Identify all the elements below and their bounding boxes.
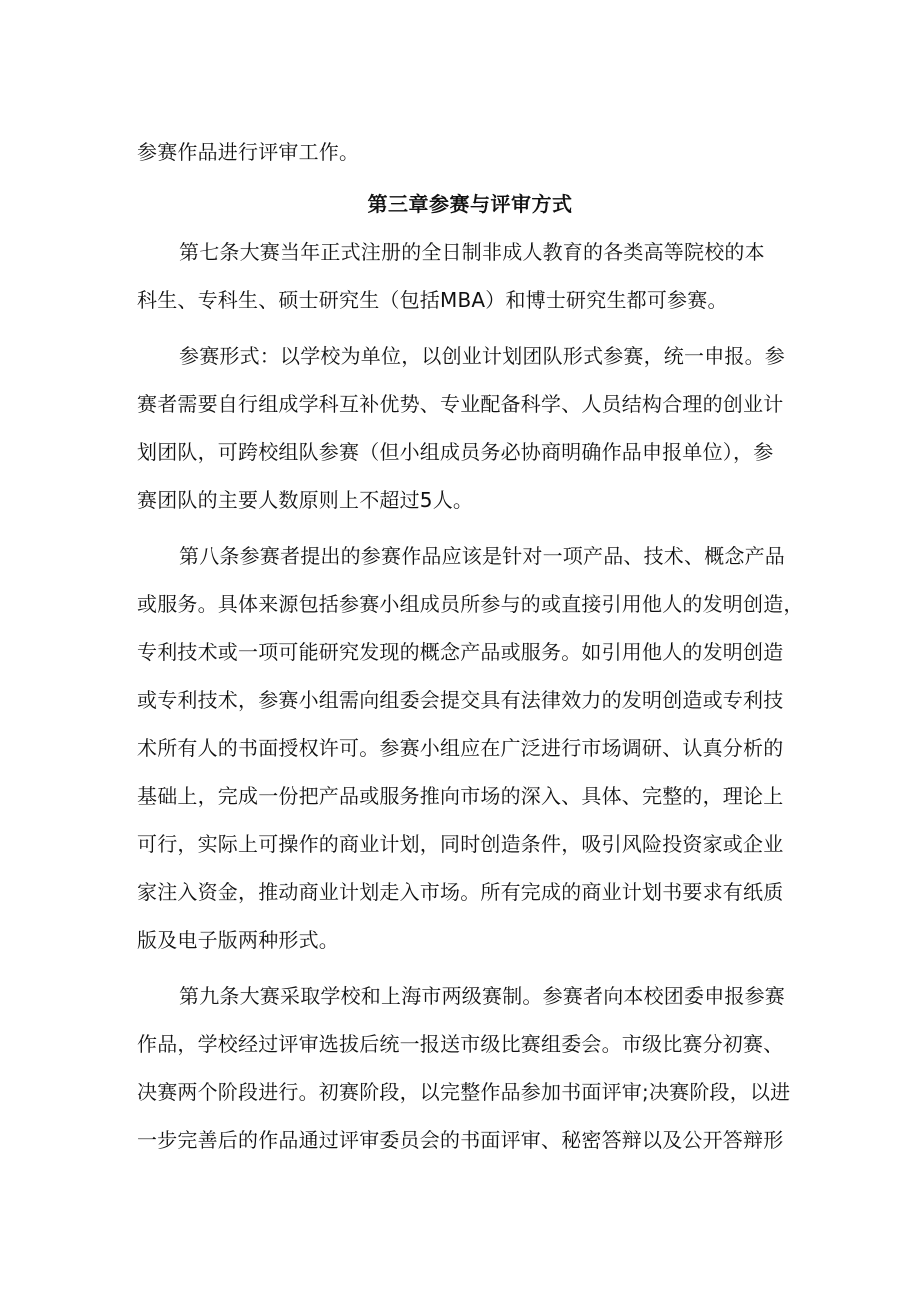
article-8-line-9: 版及电子版两种形式。	[137, 928, 339, 952]
article-9-line-1: 第九条大赛采取学校和上海市两级赛制。参赛者向本校团委申报参赛	[179, 984, 785, 1008]
article-8-line-1: 第八条参赛者提出的参赛作品应该是针对一项产品、技术、概念产品	[179, 544, 785, 568]
article-8-line-3: 专利技术或一项可能研究发现的概念产品或服务。如引用他人的发明创造	[137, 640, 784, 664]
document-body	[137, 128, 804, 1164]
paragraph-continuation-line: 参赛作品进行评审工作。	[137, 140, 360, 164]
participation-form-line-3: 划团队，可跨校组队参赛（但小组成员务必协商明确作品申报单位），参	[137, 440, 774, 464]
article-8-line-2: 或服务。具体来源包括参赛小组成员所参与的或直接引用他人的发明创造，	[137, 592, 804, 616]
participation-form-line-2: 赛者需要自行组成学科互补优势、专业配备科学、人员结构合理的创业计	[137, 392, 784, 416]
article-7-line-1: 第七条大赛当年正式注册的全日制非成人教育的各类高等院校的本	[179, 240, 765, 264]
chapter-heading: 第三章参赛与评审方式	[367, 192, 573, 216]
article-8-line-4: 或专利技术，参赛小组需向组委会提交具有法律效力的发明创造或专利技	[137, 688, 784, 712]
article-9-line-2: 作品，学校经过评审选拔后统一报送市级比赛组委会。市级比赛分初赛、	[137, 1032, 784, 1056]
article-9-line-4: 一步完善后的作品通过评审委员会的书面评审、秘密答辩以及公开答辩形	[137, 1128, 784, 1152]
article-7-line-2: 科生、专科生、硕士研究生（包括MBA）和博士研究生都可参赛。	[137, 288, 728, 312]
participation-form-line-1: 参赛形式：以学校为单位，以创业计划团队形式参赛，统一申报。参	[179, 344, 785, 368]
article-8-line-7: 可行，实际上可操作的商业计划，同时创造条件，吸引风险投资家或企业	[137, 832, 784, 856]
article-8-line-6: 基础上，完成一份把产品或服务推向市场的深入、具体、完整的，理论上	[137, 784, 784, 808]
participation-form-line-4: 赛团队的主要人数原则上不超过5人。	[137, 488, 474, 512]
article-9-line-3: 决赛两个阶段进行。初赛阶段，以完整作品参加书面评审;决赛阶段，以进	[137, 1080, 791, 1104]
article-8-line-5: 术所有人的书面授权许可。参赛小组应在广泛进行市场调研、认真分析的	[137, 736, 784, 760]
article-8-line-8: 家注入资金，推动商业计划走入市场。所有完成的商业计划书要求有纸质	[137, 880, 784, 904]
